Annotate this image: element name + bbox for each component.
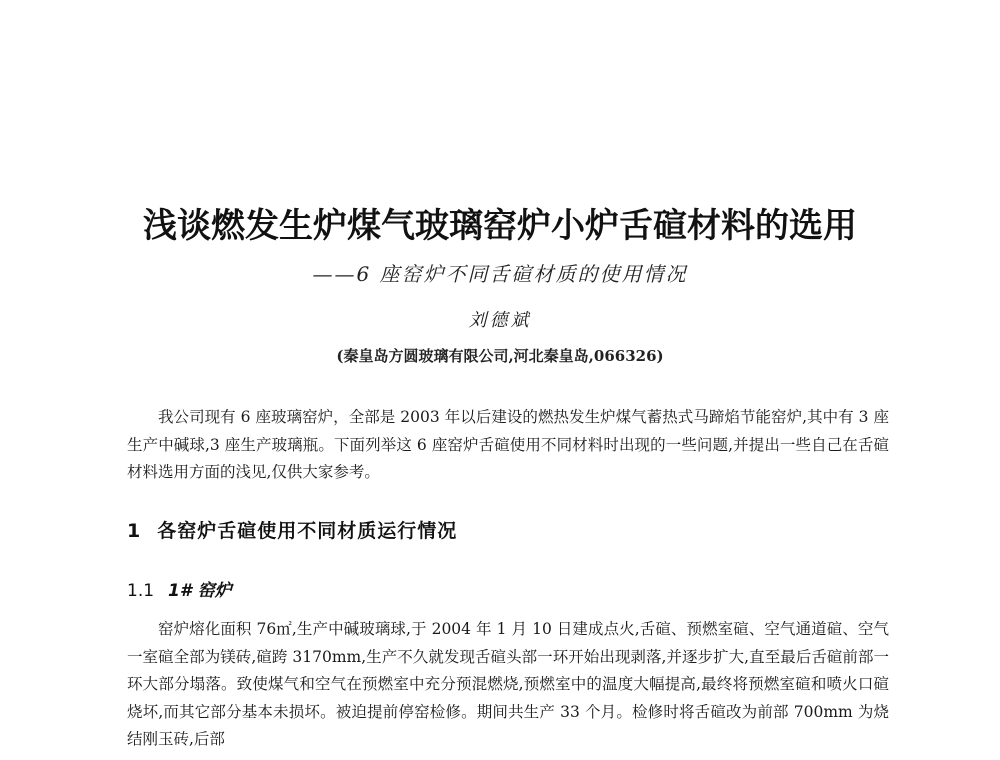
author-affiliation: (秦皇岛方圆玻璃有限公司,河北秦皇岛,066326) [336,347,664,365]
subsection-number: 1.1 [127,581,155,601]
section-paragraph: 窑炉熔化面积 76㎡,生产中碱玻璃球,于 2004 年 1 月 10 日建成点火,舌碹、预燃室碹、空气通道碹、空气一室碹全部为镁砖,碹跨 3170mm,生产不久就发现舌碹头部一环开始出现剥落,并逐步扩大,直至最后舌碹前部一环大部分塌落。致使煤气和空气在预燃室中充分预混燃烧,预燃室中的温度大幅提高,最终将预燃室碹和喷火口碹烧坏,而其它部分基本未损坏。被迫提前停窑检修。期间共生产 33 个月。检修时将舌碹改为前部 700mm 为烧结刚玉砖,后部 [127,620,889,748]
section-number: 1 [127,520,142,542]
section-title: 各窑炉舌碹使用不同材质运行情况 [157,520,458,542]
subsection-heading [127,576,232,601]
intro-paragraph: 我公司现有 6 座玻璃窑炉，全部是 2003 年以后建设的燃热发生炉煤气蓄热式马蹄焰节能窑炉,其中有 3 座生产中碱球,3 座生产玻璃瓶。下面列举这 6 座窑炉舌碹使用不同材料时出现的一些问题,并提出一些自己在舌碹材料选用方面的浅见,仅供大家参考。 [127,408,889,481]
subsection-label: 1# 窑炉 [168,581,232,601]
article-subtitle: ——6 座窑炉不同舌碹材质的使用情况 [312,262,688,286]
article-title: 浅谈燃发生炉煤气玻璃窑炉小炉舌碹材料的选用 [143,206,857,246]
section-heading [127,516,457,543]
author-name: 刘德斌 [468,310,532,331]
